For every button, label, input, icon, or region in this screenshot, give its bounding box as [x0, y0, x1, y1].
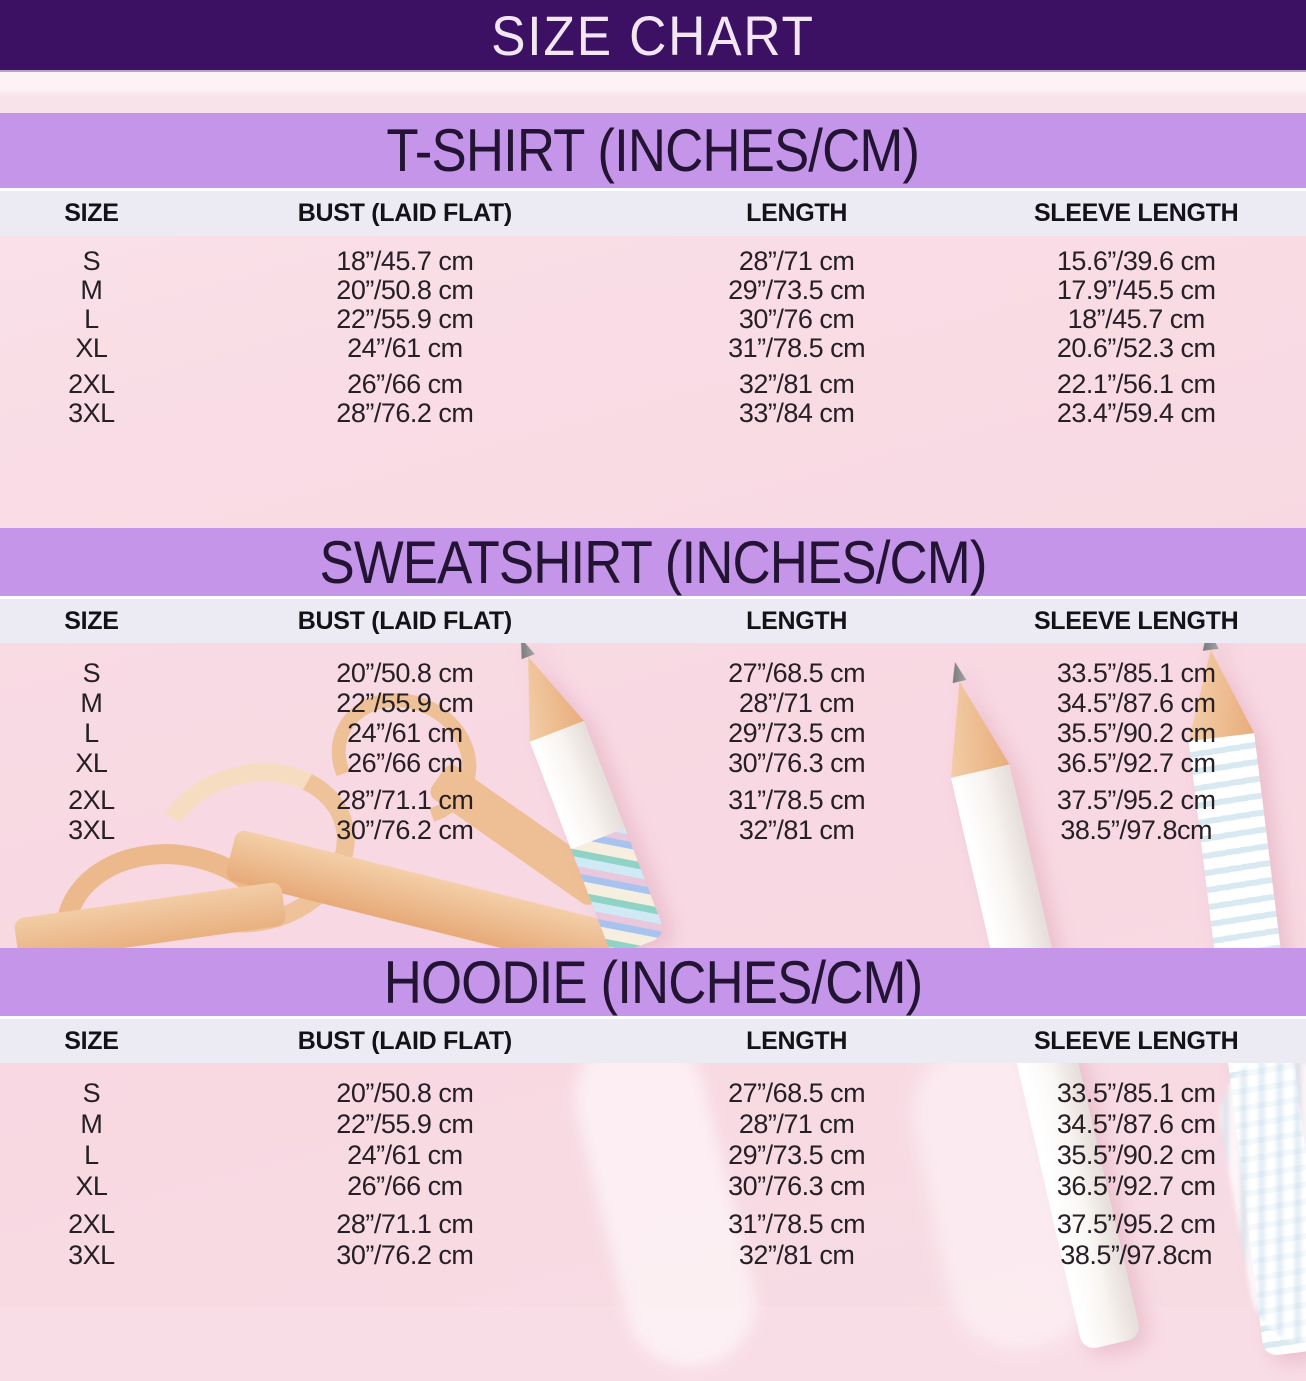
size-cell: 3XL	[68, 398, 115, 428]
section-title: T-SHIRT (INCHES/CM)	[386, 117, 920, 184]
column-header-row	[0, 596, 1306, 643]
tshirt-table	[0, 246, 1306, 427]
sleeve-cell: 38.5”/97.8cm	[1060, 815, 1212, 845]
table-row	[0, 304, 1306, 333]
length-cell: 33”/84 cm	[738, 398, 855, 428]
bust-cell: 24”/61 cm	[347, 718, 463, 748]
table-row	[0, 246, 1306, 275]
size-cell: M	[80, 688, 103, 718]
table-row	[0, 369, 1306, 398]
bust-cell: 18”/45.7 cm	[336, 246, 474, 276]
bust-cell: 26”/66 cm	[347, 369, 463, 399]
size-cell: 3XL	[68, 815, 115, 845]
column-header-sleeve: SLEEVE LENGTH	[1033, 199, 1239, 227]
column-header-bust: BUST (LAID FLAT)	[297, 1026, 512, 1055]
length-cell: 31”/78.5 cm	[728, 1209, 866, 1239]
table-row	[0, 1078, 1306, 1109]
section-band-sweatshirt	[0, 528, 1306, 596]
sleeve-cell: 35.5”/90.2 cm	[1056, 1140, 1216, 1170]
table-row	[0, 275, 1306, 304]
table-row	[0, 1209, 1306, 1240]
column-header-row	[0, 1016, 1306, 1063]
bust-cell: 24”/61 cm	[347, 333, 463, 363]
size-cell: S	[82, 658, 101, 688]
column-header-size: SIZE	[64, 199, 119, 227]
table-row	[0, 1171, 1306, 1202]
column-header-length: LENGTH	[746, 199, 848, 227]
length-cell: 30”/76.3 cm	[728, 748, 866, 778]
table-row	[0, 748, 1306, 778]
length-cell: 29”/73.5 cm	[728, 718, 866, 748]
table-row	[0, 785, 1306, 815]
column-header-size: SIZE	[64, 606, 119, 635]
table-row	[0, 1240, 1306, 1271]
size-cell: L	[84, 304, 99, 334]
sleeve-cell: 37.5”/95.2 cm	[1056, 1209, 1216, 1239]
bust-cell: 30”/76.2 cm	[336, 1240, 474, 1270]
column-header-sleeve: SLEEVE LENGTH	[1033, 606, 1239, 635]
size-cell: L	[84, 718, 99, 748]
sleeve-cell: 35.5”/90.2 cm	[1056, 718, 1216, 748]
size-cell: S	[82, 246, 101, 276]
sleeve-cell: 15.6”/39.6 cm	[1056, 246, 1216, 276]
sleeve-cell: 18”/45.7 cm	[1067, 304, 1205, 334]
section-band-hoodie	[0, 948, 1306, 1016]
length-cell: 32”/81 cm	[738, 815, 855, 845]
table-row	[0, 1140, 1306, 1171]
sleeve-cell: 36.5”/92.7 cm	[1056, 748, 1216, 778]
bust-cell: 26”/66 cm	[347, 1171, 463, 1201]
length-cell: 32”/81 cm	[738, 1240, 855, 1270]
sleeve-cell: 33.5”/85.1 cm	[1056, 658, 1216, 688]
bust-cell: 22”/55.9 cm	[336, 304, 474, 334]
sleeve-cell: 17.9”/45.5 cm	[1056, 275, 1216, 305]
size-cell: S	[82, 1078, 101, 1108]
length-cell: 27”/68.5 cm	[728, 1078, 866, 1108]
size-cell: M	[80, 275, 103, 305]
length-cell: 27”/68.5 cm	[728, 658, 866, 688]
divider-strip	[0, 72, 1306, 113]
sleeve-cell: 33.5”/85.1 cm	[1056, 1078, 1216, 1108]
table-row	[0, 658, 1306, 688]
bust-cell: 22”/55.9 cm	[336, 688, 474, 718]
sleeve-cell: 34.5”/87.6 cm	[1056, 688, 1216, 718]
size-cell: L	[84, 1140, 99, 1170]
bust-cell: 20”/50.8 cm	[336, 275, 474, 305]
sleeve-cell: 36.5”/92.7 cm	[1056, 1171, 1216, 1201]
size-cell: XL	[75, 748, 108, 778]
size-cell: XL	[75, 333, 108, 363]
table-row	[0, 718, 1306, 748]
sleeve-cell: 34.5”/87.6 cm	[1056, 1109, 1216, 1139]
table-row	[0, 1109, 1306, 1140]
length-cell: 30”/76 cm	[738, 304, 855, 334]
bust-cell: 22”/55.9 cm	[336, 1109, 474, 1139]
length-cell: 29”/73.5 cm	[728, 275, 866, 305]
size-cell: 2XL	[68, 369, 115, 399]
length-cell: 28”/71 cm	[738, 1109, 855, 1139]
bust-cell: 24”/61 cm	[347, 1140, 463, 1170]
size-cell: 2XL	[68, 1209, 115, 1239]
hoodie-table	[0, 1078, 1306, 1271]
column-header-length: LENGTH	[746, 606, 848, 635]
bust-cell: 20”/50.8 cm	[336, 1078, 474, 1108]
size-cell: XL	[75, 1171, 108, 1201]
column-header-size: SIZE	[64, 1026, 119, 1055]
sleeve-cell: 37.5”/95.2 cm	[1056, 785, 1216, 815]
size-cell: 3XL	[68, 1240, 115, 1270]
column-header-sleeve: SLEEVE LENGTH	[1033, 1026, 1239, 1055]
bust-cell: 30”/76.2 cm	[336, 815, 474, 845]
bust-cell: 20”/50.8 cm	[336, 658, 474, 688]
size-cell: M	[80, 1109, 103, 1139]
length-cell: 31”/78.5 cm	[728, 785, 866, 815]
column-header-bust: BUST (LAID FLAT)	[297, 199, 512, 227]
length-cell: 28”/71 cm	[738, 246, 855, 276]
column-header-length: LENGTH	[746, 1026, 848, 1055]
table-row	[0, 333, 1306, 362]
sweatshirt-table	[0, 658, 1306, 845]
length-cell: 29”/73.5 cm	[728, 1140, 866, 1170]
table-row	[0, 398, 1306, 427]
bust-cell: 28”/71.1 cm	[336, 785, 474, 815]
bust-cell: 28”/76.2 cm	[336, 398, 474, 428]
sleeve-cell: 20.6”/52.3 cm	[1056, 333, 1216, 363]
section-title: HOODIE (INCHES/CM)	[383, 948, 923, 1016]
table-row	[0, 815, 1306, 845]
column-header-row	[0, 188, 1306, 236]
length-cell: 30”/76.3 cm	[728, 1171, 866, 1201]
sleeve-cell: 22.1”/56.1 cm	[1056, 369, 1216, 399]
title-banner	[0, 0, 1306, 72]
bust-cell: 26”/66 cm	[347, 748, 463, 778]
sleeve-cell: 38.5”/97.8cm	[1060, 1240, 1212, 1270]
page-title: SIZE CHART	[491, 3, 815, 67]
sleeve-cell: 23.4”/59.4 cm	[1056, 398, 1216, 428]
size-cell: 2XL	[68, 785, 115, 815]
length-cell: 28”/71 cm	[738, 688, 855, 718]
length-cell: 32”/81 cm	[738, 369, 855, 399]
column-header-bust: BUST (LAID FLAT)	[297, 606, 512, 635]
bust-cell: 28”/71.1 cm	[336, 1209, 474, 1239]
length-cell: 31”/78.5 cm	[728, 333, 866, 363]
section-band-tshirt	[0, 113, 1306, 188]
table-row	[0, 688, 1306, 718]
section-title: SWEATSHIRT (INCHES/CM)	[319, 528, 987, 596]
